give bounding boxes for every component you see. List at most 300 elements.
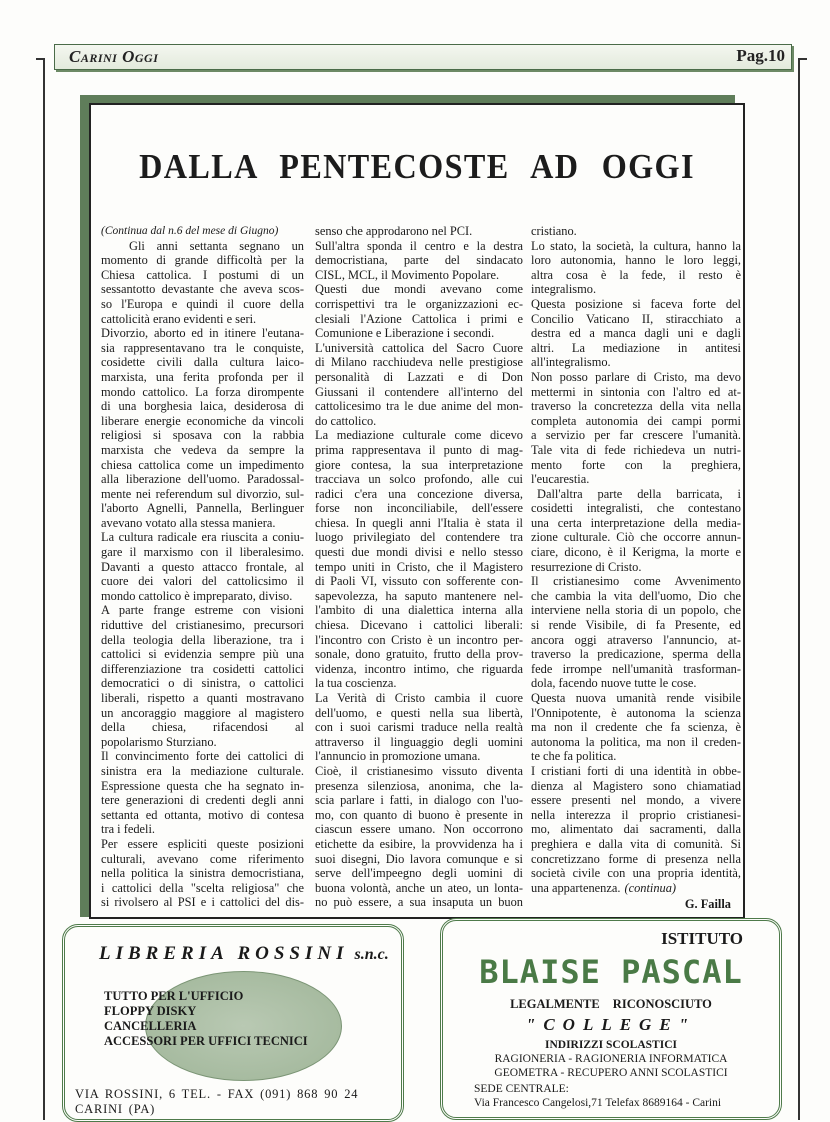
text-line-content: concretizzano forme di presenza nella <box>531 851 741 866</box>
text-line-content: sonale, dono gratuito, frutto della prov- <box>315 647 523 662</box>
text-line-content: tra i fedeli. <box>101 822 156 837</box>
text-line <box>101 808 304 823</box>
text-line-content: mo, alimentato dai sacramenti, dalla <box>531 822 741 837</box>
text-line-content: corrispettivi tra le organizzazioni ec- <box>315 296 523 311</box>
text-line-content: marxista, una ferita profonda per il <box>101 369 304 384</box>
text-line <box>531 764 741 779</box>
text-line-content: una certa interpretazione della media- <box>531 515 741 530</box>
text-line <box>531 779 741 794</box>
ad-label: ISTITUTO <box>661 929 743 948</box>
text-line-content: si rivolsero al PSI e i cattolici del dis- <box>101 895 304 910</box>
text-line-content: mento forte con la preghiera, <box>531 457 741 472</box>
text-line <box>531 355 741 370</box>
text-line <box>101 355 304 370</box>
text-line-content: l'incontro con Cristo è un incontro per- <box>315 632 523 647</box>
text-line <box>101 618 304 633</box>
text-line-content: riduttive del cristianesimo, precursori <box>101 618 304 633</box>
text-line-content: Sull'altra sponda il centro e la destra <box>315 238 523 253</box>
text-line <box>101 428 304 443</box>
ad-heading: INDIRIZZI SCOLASTICI <box>545 1039 677 1051</box>
text-line-content: do cattolico. <box>315 413 377 428</box>
text-line <box>101 895 304 910</box>
text-line <box>315 428 523 443</box>
text-line <box>315 458 523 473</box>
text-line-content: interviene nella storia di un popolo, che <box>531 603 741 618</box>
text-line <box>315 895 523 910</box>
text-line <box>531 414 741 429</box>
text-line-content: forse non inconciliabile, dell'essere <box>315 501 523 516</box>
text-line <box>531 501 741 516</box>
text-line <box>101 793 304 808</box>
text-line-content: popolarismo Sturziano. <box>101 734 217 749</box>
page-frame-right <box>798 58 800 1120</box>
text-line-content: cristiano. <box>531 224 577 238</box>
text-line-content: no può essere, a sua insaputa un buon <box>315 895 523 910</box>
text-line-content: all'integralismo. <box>531 355 611 370</box>
text-line <box>531 341 741 356</box>
text-line-content: marxista che vedeva da sempre la <box>101 442 304 457</box>
ad-logo-text: BLAISE PASCAL <box>479 953 743 991</box>
text-line-content: A parte frange estreme con visioni <box>101 603 304 618</box>
text-line-content: l'ambito di una dialettica interna alla <box>315 603 523 618</box>
text-line-content: I cristiani forti di una identità in obbe- <box>531 763 741 778</box>
text-line <box>531 385 741 400</box>
text-line-content: di Milano racchiudeva nelle prestigiose <box>315 355 523 370</box>
text-line <box>315 881 523 896</box>
text-line-content: cosidetti integralisti, che contestano <box>531 501 741 516</box>
text-line-content: Il convincimento forte dei cattolici di <box>101 749 304 764</box>
article-column-3 <box>531 224 741 912</box>
text-line <box>315 487 523 502</box>
text-line <box>531 676 741 691</box>
text-line <box>531 297 741 312</box>
text-line <box>531 268 741 283</box>
text-line-content: l'Onnipotente, è autonoma la scienza <box>531 705 741 720</box>
article-column-1 <box>101 224 304 910</box>
text-line-content: presenza silenziosa, anonima, che la- <box>315 778 523 793</box>
text-line-content: la tua coscienza. <box>315 676 397 691</box>
text-line-content: suoi disegni, Dio lavora comunque e si <box>315 851 523 866</box>
text-line <box>531 837 741 852</box>
text-line <box>315 764 523 779</box>
text-line-content: ma non il credente che fa scienza, è <box>531 720 741 735</box>
text-line <box>531 487 741 502</box>
text-line <box>315 297 523 312</box>
text-line <box>101 516 304 531</box>
text-line-content: liberali, rispetto a quanti mostravano <box>101 691 304 705</box>
text-line-content: mo, con quanto di buono è presente in <box>315 807 523 822</box>
ad-sede <box>474 1083 721 1110</box>
text-line-content: tempo uniti in Cristo, che il Magistero <box>315 559 523 574</box>
text-line <box>101 574 304 589</box>
text-line-content: cattolicità erano evidenti e seri. <box>101 311 257 326</box>
text-line-content: dienza al Magistero sono chiamatiad <box>531 778 741 793</box>
ad-sede-label: SEDE CENTRALE: <box>474 1083 569 1095</box>
text-line-content: personalità di Lazzati e di Don <box>315 369 523 384</box>
text-line <box>531 852 741 867</box>
text-line-content: senso che approdarono nel PCI. <box>315 224 473 238</box>
text-line-content: CISL, MCL, il Movimento Popolare. <box>315 267 500 282</box>
text-line-content: giore contesa, la sua interpretazione <box>315 457 523 472</box>
text-line-content: Giussani il contendere all'interno del <box>315 384 523 399</box>
ad-item: FLOPPY DISKY <box>104 1004 197 1018</box>
text-line <box>315 779 523 794</box>
text-line <box>101 370 304 385</box>
text-line-content: radici c'era una concezione diversa, <box>315 486 523 501</box>
text-line-content: fede irrompe nell'umanità trasforman- <box>531 661 741 676</box>
text-line <box>101 312 304 327</box>
text-line <box>315 268 523 283</box>
text-line-content: L'università cattolica del Sacro Cuore <box>315 340 523 355</box>
ad-college: "COLLEGE" <box>525 1015 697 1034</box>
text-line-content: mondo cattolico è impreparato, diviso. <box>101 588 293 603</box>
text-line <box>101 414 304 429</box>
text-line-content: videnza, incontro intimo, che riguarda <box>315 661 523 676</box>
text-line <box>531 735 741 750</box>
text-line <box>315 224 523 239</box>
article-title: DALLA PENTECOSTE AD OGGI <box>139 147 695 186</box>
text-line-content: gare il marxismo con il liberalesimo. <box>101 545 304 560</box>
text-line <box>101 706 304 721</box>
text-line-content: Concilio Vaticano II, stiracchiato a <box>531 311 741 326</box>
text-line <box>531 443 741 458</box>
text-line <box>315 385 523 400</box>
text-line <box>531 808 741 823</box>
text-line <box>531 428 741 443</box>
ad-item: CANCELLERIA <box>104 1019 197 1033</box>
text-line-content: l'aborto Agnelli, Pannella, Berlinguer <box>101 501 304 516</box>
text-line-content: so l'Europa e quindi il cuore della <box>101 296 304 311</box>
ad-istituto-blaise-pascal <box>440 918 782 1120</box>
text-line <box>101 472 304 487</box>
text-line-content: Cioè, il cristianesimo vissuto diventa <box>315 763 523 778</box>
text-line-content: momento di grande difficoltà per la <box>101 253 304 268</box>
text-line-content: Per essere espliciti queste posizioni <box>101 836 304 851</box>
text-line <box>315 837 523 852</box>
page-frame-tick <box>798 58 807 60</box>
text-line-content: della chiesa, rifacendosi al <box>101 720 304 735</box>
text-line-content: La Verità di Cristo cambia il cuore <box>315 691 523 705</box>
text-line <box>315 647 523 662</box>
text-line-content: scia parlare i fatti, in dialogo con l'uo- <box>315 793 523 808</box>
text-line <box>101 691 304 706</box>
text-line-content: avevano votato alla stessa maniera. <box>101 515 276 530</box>
text-line <box>531 574 741 589</box>
text-line <box>315 501 523 516</box>
text-line <box>531 691 741 706</box>
text-line-content: nella interezza il proprio cristianesi- <box>531 807 741 822</box>
text-line-content: si rende Visibile, di fa Presente, ed <box>531 618 741 633</box>
text-line-content: ciascun essere umano. Non occorrono <box>315 822 523 837</box>
text-line <box>101 341 304 356</box>
text-line-content: ancora oggi atraverso l'annuncio, at- <box>531 632 741 647</box>
text-line-content: a servizio per far crescere l'umanità. <box>531 428 741 443</box>
text-line <box>101 779 304 794</box>
text-line <box>531 516 741 531</box>
text-line-content: completa autonomia dei campi pormi <box>531 413 741 428</box>
text-line <box>315 326 523 341</box>
text-line <box>101 443 304 458</box>
text-line <box>315 253 523 268</box>
text-line <box>101 224 304 239</box>
text-line <box>315 355 523 370</box>
text-line <box>101 253 304 268</box>
page-frame-tick <box>36 58 45 60</box>
text-line-content: di Paoli VI, vissuto con sofferente con- <box>315 574 523 589</box>
text-line-content: chiesa cattolica come un impedimento <box>101 457 304 472</box>
text-line-content: Comunione e Liberazione i secondi. <box>315 326 495 341</box>
text-line <box>315 443 523 458</box>
text-line <box>531 706 741 721</box>
text-line-content: settanta ed ottanta, motivo di contesa <box>101 807 304 822</box>
text-line <box>531 647 741 662</box>
page-frame-left <box>43 58 45 1120</box>
text-line <box>101 501 304 516</box>
author-signature: G. Failla <box>684 897 731 912</box>
text-line-content: di una borghesia laica, desiderosa di <box>101 399 304 414</box>
text-line <box>101 764 304 779</box>
text-line <box>101 268 304 283</box>
text-line-content: alla liberazione dell'uomo. Paradossal- <box>101 472 304 487</box>
text-line-content: Dall'altra parte della barricata, i <box>537 486 741 501</box>
text-line-content: democratici o di sinistra, o cattolici <box>101 676 304 691</box>
text-line-content: sessantotto devastante che aveva scos- <box>101 282 304 297</box>
text-line-content: sapevolezza, ha saputo mantenere nel- <box>315 588 523 603</box>
text-line <box>315 735 523 750</box>
text-line-content: l'annuncio in promozione umana. <box>315 749 481 764</box>
text-line-content: altra cosa è la fede, il resto è <box>531 267 741 282</box>
text-line-content: culturali, avevano come riferimento <box>101 851 304 866</box>
text-line-content: La cultura radicale era riuscita a coniu- <box>101 530 304 545</box>
text-line-content: società civile con una propria identità, <box>531 866 741 881</box>
text-line <box>531 662 741 677</box>
ad-suffix: s.n.c. <box>354 946 389 963</box>
text-line-content: Questa nuova umanità rende visibile <box>531 691 741 705</box>
text-line <box>101 822 304 837</box>
text-line-content: con i suoi carismi traduce nella realtà <box>315 720 523 735</box>
text-line-content: serve dell'impeegno degli uomini di <box>315 866 523 881</box>
ad-address: VIA ROSSINI, 6 TEL. - FAX (091) 868 90 24 CARINI (PA) <box>75 1087 359 1116</box>
text-line-content: Il cristianesimo come Avvenimento <box>531 574 741 589</box>
text-line <box>531 545 741 560</box>
text-line <box>101 735 304 750</box>
ad-title <box>99 943 389 965</box>
text-line <box>101 487 304 502</box>
text-line-content: (Continua dal n.6 del mese di Giugno) <box>101 225 279 237</box>
text-line <box>101 852 304 867</box>
ad-courses <box>443 1053 779 1080</box>
text-line-content: mettermi in sintonia con l'altro ed at- <box>531 384 741 399</box>
text-line-content: chiesa. In quegli anni l'Italia è stata il <box>315 515 523 530</box>
text-line <box>315 341 523 356</box>
text-line <box>101 589 304 604</box>
text-line <box>315 516 523 531</box>
text-line <box>315 414 523 429</box>
text-line <box>101 239 304 254</box>
text-line <box>531 458 741 473</box>
text-line-content: cattolicesimo tra le due anime del mon- <box>315 399 523 414</box>
text-line <box>101 633 304 648</box>
text-line <box>101 545 304 560</box>
text-line <box>101 326 304 341</box>
text-line-content: Tale vita di fede richiedeva un nutri- <box>531 442 741 457</box>
text-line <box>315 706 523 721</box>
text-line-content: tracciava un solco profondo, alle cui <box>315 472 523 487</box>
text-line-content: zione culturale. Ciò che occorre annun- <box>531 530 741 545</box>
text-line-content: buona volontà, anche un ateo, un lonta- <box>315 880 523 895</box>
text-line-content: sia rappresentavano tra le conquiste, <box>101 340 304 355</box>
ad-items <box>104 989 308 1049</box>
ad-item: TUTTO PER L'UFFICIO <box>104 989 244 1003</box>
text-line-content: cuore dei valori del cattolicsimo il <box>101 574 304 589</box>
text-line-content: Divorzio, aborto ed in itinere l'eutana- <box>101 326 304 341</box>
text-line-content: destra ed a manca dagli uni e dagli <box>531 326 741 341</box>
text-line <box>315 822 523 837</box>
ad-recognition: LEGALMENTE RICONOSCIUTO <box>510 997 712 1011</box>
text-line-content: mondo cattolico. La forza dirompente <box>101 384 304 399</box>
text-line <box>315 282 523 297</box>
text-line-content: un ancoraggio maggiore al magistero <box>101 705 304 720</box>
text-line-content: differenziazione tra cosidetti cattolici <box>101 661 304 676</box>
text-line <box>315 866 523 881</box>
text-line-content: una appartenenza. <box>531 880 621 895</box>
text-line-content: religiosi si sposava con la rabbia <box>101 428 304 443</box>
text-line <box>101 458 304 473</box>
ad-libreria-rossini <box>62 924 404 1122</box>
text-line-content: traverso la concretezza della vita nella <box>531 399 741 414</box>
text-line-content: della teologia della liberazione, tra i <box>101 632 304 647</box>
text-line-content: clesiali l'Azione Cattolica i primi e <box>315 311 523 326</box>
text-line <box>101 282 304 297</box>
text-line <box>531 312 741 327</box>
text-line-content: Questi due mondi avevano come <box>315 282 523 297</box>
text-line <box>531 866 741 881</box>
text-line <box>531 239 741 254</box>
continued-note: (continua) <box>624 880 677 895</box>
text-line <box>315 370 523 385</box>
text-line-content: attraverso il linguaggio degli uomini <box>315 734 523 749</box>
text-line-content: Espressione questa che ha segnato in- <box>101 778 304 793</box>
article-column-2 <box>315 224 523 910</box>
newspaper-logo: Carini Oggi <box>69 47 159 66</box>
text-line-content: questi due mondi divisi e nello stesso <box>315 545 523 560</box>
text-line-content: democristiana, parte del sindacato <box>315 253 523 268</box>
text-line <box>101 676 304 691</box>
text-line <box>315 618 523 633</box>
text-line <box>101 662 304 677</box>
text-line <box>315 545 523 560</box>
text-line <box>531 822 741 837</box>
text-line <box>315 239 523 254</box>
text-line-content: Davanti a questo attacco frontale, al <box>101 559 304 574</box>
text-line-content: Gli anni settanta segnano un <box>129 238 304 253</box>
text-line <box>531 603 741 618</box>
text-line-content: tere generazioni di credenti degli anni <box>101 793 304 808</box>
text-line-content: sinistra era la mediazione culturale. <box>101 763 304 778</box>
text-line <box>531 282 741 297</box>
text-line-content: liberare energie economiche da vincoli <box>101 413 304 428</box>
text-line-content: i cattolici della "scelta religiosa" che <box>101 880 304 895</box>
text-line <box>101 720 304 735</box>
text-line <box>315 720 523 735</box>
text-line <box>531 370 741 385</box>
text-line-content: dell'uomo, e questi nella sua libertà, <box>315 705 523 720</box>
text-line <box>315 691 523 706</box>
text-line <box>531 749 741 764</box>
text-line <box>315 676 523 691</box>
text-line-content: La mediazione culturale come dicevo <box>315 428 523 443</box>
text-line-content: dola, facendo nuove tutte le cose. <box>531 676 697 691</box>
text-line <box>101 297 304 312</box>
text-line <box>531 793 741 808</box>
text-line-content: prima rappresentava il punto di mag- <box>315 442 523 457</box>
text-line <box>315 662 523 677</box>
text-line <box>315 312 523 327</box>
text-line-content: Questa posizione si faceva forte del <box>531 296 741 311</box>
text-line <box>315 472 523 487</box>
text-line <box>101 560 304 575</box>
text-line <box>315 530 523 545</box>
text-line <box>315 749 523 764</box>
ad-course: GEOMETRA - RECUPERO ANNI SCOLASTICI <box>494 1066 728 1079</box>
text-line <box>101 530 304 545</box>
text-line <box>315 589 523 604</box>
text-line <box>531 633 741 648</box>
text-line-content: cattolici si evidenzia sempre più una <box>101 647 304 662</box>
ad-course: RAGIONERIA - RAGIONERIA INFORMATICA <box>494 1053 728 1065</box>
text-line <box>531 253 741 268</box>
text-line-content: Chiesa cattolica. I postumi di un <box>101 267 304 282</box>
text-line <box>531 618 741 633</box>
ad-name: LIBRERIA ROSSINI <box>99 943 349 964</box>
text-line <box>531 720 741 735</box>
text-line-content: essere presenti nel mondo, a vivere <box>531 793 741 808</box>
text-line <box>101 399 304 414</box>
text-line <box>531 560 741 575</box>
text-line-content: l'eucarestia. <box>531 472 590 487</box>
text-line-content: ciare, dicono, è il Kerigma, la morte e <box>531 545 741 560</box>
text-line <box>531 472 741 487</box>
text-line-content: loro autonomia, hanno le loro leggi, <box>531 253 741 268</box>
text-line <box>315 574 523 589</box>
text-line-content: mente nei referendum sul divorzio, sul- <box>101 486 304 501</box>
text-line <box>531 530 741 545</box>
text-line <box>315 852 523 867</box>
text-line-content: chiesa. Dicevano i cattolici liberali: <box>315 618 523 633</box>
text-line-content: etichette da esibire, la provvidenza ha i <box>315 836 523 851</box>
text-line <box>101 837 304 852</box>
text-line <box>531 881 741 896</box>
page-number: Pag.10 <box>736 46 785 65</box>
text-line-content: Lo stato, la società, la cultura, hanno la <box>531 238 741 253</box>
text-line-content: integralismo. <box>531 282 597 297</box>
text-line <box>531 399 741 414</box>
ad-sede-address: Via Francesco Cangelosi,71 Telefax 8689164 - Carini <box>474 1096 722 1109</box>
text-line <box>101 647 304 662</box>
text-line <box>101 603 304 618</box>
text-line <box>315 560 523 575</box>
ad-item: ACCESSORI PER UFFICI TECNICI <box>104 1034 308 1048</box>
text-line <box>531 224 741 239</box>
text-line <box>101 866 304 881</box>
text-line-content: nella politica la sinistra democristiana, <box>101 866 304 881</box>
text-line-content: Non posso parlare di Cristo, ma devo <box>531 369 741 384</box>
text-line-content: te che fa politica. <box>531 749 617 764</box>
text-line <box>101 385 304 400</box>
text-line-content: traverso la predicazione, sperma della <box>531 647 741 662</box>
article-box <box>89 103 745 919</box>
text-line-content: autonoma la politica, ma non il creden- <box>531 734 741 749</box>
